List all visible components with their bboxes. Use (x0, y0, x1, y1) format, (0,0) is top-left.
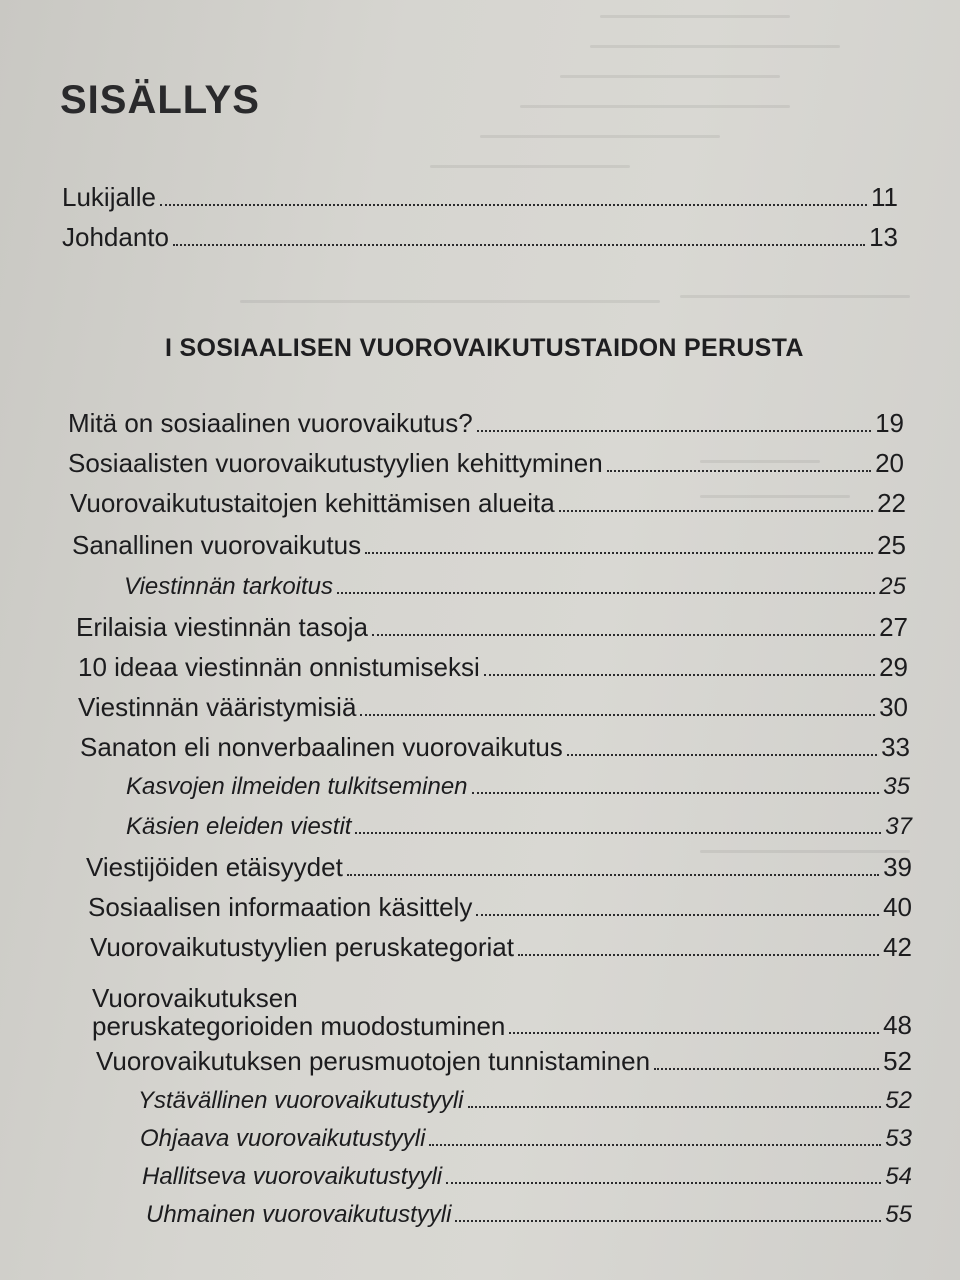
toc-entry-page: 25 (879, 573, 906, 600)
toc-entry-page: 19 (875, 408, 904, 438)
toc-entry-page: 27 (879, 612, 908, 642)
dot-leader (484, 673, 875, 676)
toc-entry-label: Sanaton eli nonverbaalinen vuorovaikutus (80, 732, 563, 762)
dot-leader (477, 429, 871, 432)
toc-entry-label (92, 984, 505, 1040)
toc-entry-page: 53 (885, 1125, 912, 1152)
toc-entry[interactable] (70, 488, 906, 518)
toc-entry-label: Käsien eleiden viestit (126, 813, 352, 840)
dot-leader (360, 713, 875, 716)
toc-subentry[interactable] (124, 572, 906, 602)
toc-subentry[interactable] (140, 1124, 912, 1154)
dot-leader (518, 953, 879, 956)
toc-entry-label: Ystävällinen vuorovaikutustyyli (138, 1087, 464, 1114)
toc-subentry[interactable] (126, 812, 912, 842)
toc-subentry[interactable] (142, 1162, 912, 1192)
dot-leader (476, 913, 879, 916)
dot-leader (509, 1031, 879, 1034)
toc-entry-page: 42 (883, 932, 912, 962)
toc-entry-page: 11 (871, 182, 898, 212)
dot-leader (173, 243, 865, 246)
dot-leader (559, 509, 873, 512)
toc-entry-label: Johdanto (62, 222, 169, 252)
toc-entry-page: 55 (885, 1201, 912, 1228)
toc-entry-page: 20 (875, 448, 904, 478)
toc-entry-label: Kasvojen ilmeiden tulkitseminen (126, 773, 468, 800)
toc-entry-johdanto[interactable] (62, 222, 898, 252)
dot-leader (372, 633, 875, 636)
toc-entry-page: 52 (885, 1087, 912, 1114)
toc-entry-label-line2: peruskategorioiden muodostuminen (92, 1011, 506, 1041)
dot-leader (429, 1143, 881, 1146)
toc-entry-page: 33 (881, 732, 910, 762)
toc-entry-page: 35 (883, 773, 910, 800)
toc-entry-label: Sosiaalisen informaation käsittely (88, 892, 473, 922)
toc-entry-label: Sosiaalisten vuorovaikutustyylien kehittyminen (68, 448, 603, 478)
toc-subentry[interactable] (126, 772, 910, 802)
toc-entry-page: 52 (883, 1046, 912, 1076)
dot-leader (160, 203, 867, 206)
toc-entry-page: 48 (883, 1010, 912, 1040)
dot-leader (365, 551, 873, 554)
toc-entry[interactable] (90, 932, 912, 962)
toc-entry-label: Vuorovaikutustyylien peruskategoriat (90, 932, 514, 962)
toc-entry-label: Mitä on sosiaalinen vuorovaikutus? (68, 408, 473, 438)
toc-entry[interactable] (68, 408, 904, 438)
dot-leader (455, 1219, 881, 1222)
toc-entry-label: Uhmainen vuorovaikutustyyli (146, 1201, 452, 1228)
toc-entry-label: Viestinnän vääristymisiä (78, 692, 357, 722)
toc-entry-label: Viestinnän tarkoitus (124, 573, 334, 600)
page-title: SISÄLLYS (60, 78, 260, 122)
toc-entry-label: Vuorovaikutuksen perusmuotojen tunnistaminen (96, 1046, 651, 1076)
toc-entry-label-line1: Vuorovaikutuksen (92, 983, 298, 1013)
toc-entry[interactable] (86, 852, 912, 882)
toc-entry-label: Viestijöiden etäisyydet (86, 852, 343, 882)
toc-entry[interactable] (80, 732, 910, 762)
toc-entry-label: 10 ideaa viestinnän onnistumiseksi (78, 652, 480, 682)
toc-entry-label: Vuorovaikutustaitojen kehittämisen alueita (70, 488, 555, 518)
toc-entry-label: Hallitseva vuorovaikutustyyli (142, 1163, 443, 1190)
dot-leader (468, 1105, 882, 1108)
toc-entry[interactable] (68, 448, 904, 478)
toc-entry[interactable] (96, 1046, 912, 1076)
toc-entry[interactable] (78, 652, 908, 682)
toc-entry-page: 13 (869, 222, 898, 252)
toc-entry-label: Erilaisia viestinnän tasoja (76, 612, 368, 642)
dot-leader (355, 831, 881, 834)
toc-entry-two-line[interactable] (92, 984, 912, 1040)
toc-entry-lukijalle[interactable] (62, 182, 898, 212)
toc-entry-page: 22 (877, 488, 906, 518)
dot-leader (337, 591, 875, 594)
section-heading: I SOSIAALISEN VUOROVAIKUTUSTAIDON PERUSTA (165, 334, 804, 362)
toc-entry[interactable] (88, 892, 912, 922)
toc-entry-page: 25 (877, 530, 906, 560)
toc-entry-page: 30 (879, 692, 908, 722)
toc-entry-page: 39 (883, 852, 912, 882)
dot-leader (654, 1067, 879, 1070)
toc-entry[interactable] (76, 612, 908, 642)
dot-leader (567, 753, 877, 756)
dot-leader (472, 791, 880, 794)
toc-entry-page: 54 (885, 1163, 912, 1190)
toc-entry[interactable] (72, 530, 906, 560)
toc-entry-label: Sanallinen vuorovaikutus (72, 530, 362, 560)
toc-entry-label: Lukijalle (62, 182, 156, 212)
toc-entry-label: Ohjaava vuorovaikutustyyli (140, 1125, 426, 1152)
dot-leader (446, 1181, 881, 1184)
toc-entry-page: 40 (883, 892, 912, 922)
toc-subentry[interactable] (146, 1200, 912, 1230)
toc-entry-page: 29 (879, 652, 908, 682)
toc-subentry[interactable] (138, 1086, 912, 1116)
dot-leader (607, 469, 871, 472)
dot-leader (347, 873, 879, 876)
toc-entry[interactable] (78, 692, 908, 722)
toc-entry-page: 37 (885, 813, 912, 840)
